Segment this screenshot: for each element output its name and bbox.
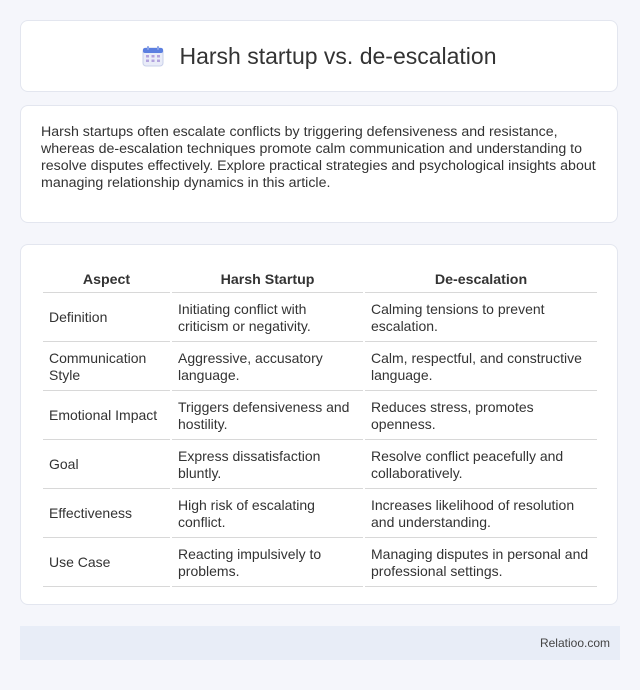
table-row: [43, 489, 597, 538]
table-cell: Definition: [43, 293, 170, 342]
column-header: Aspect: [43, 265, 170, 293]
table-cell: Emotional Impact: [43, 391, 170, 440]
calendar-icon: [141, 44, 165, 68]
table-cell: Calm, respectful, and constructive language.: [365, 342, 597, 391]
column-header: Harsh Startup: [172, 265, 363, 293]
table-row: [43, 293, 597, 342]
table-cell: Reacting impulsively to problems.: [172, 538, 363, 587]
footer-brand[interactable]: Relatioo.com: [539, 636, 610, 650]
table-cell: Reduces stress, promotes openness.: [365, 391, 597, 440]
table-row: [43, 440, 597, 489]
table-row: [43, 391, 597, 440]
table-cell: Managing disputes in personal and professional settings.: [365, 538, 597, 587]
footer-bar: [20, 626, 620, 660]
table-cell: Triggers defensiveness and hostility.: [172, 391, 363, 440]
table-header-row: [43, 265, 597, 293]
table-cell: Resolve conflict peacefully and collaboratively.: [365, 440, 597, 489]
table-cell: Initiating conflict with criticism or negativity.: [172, 293, 363, 342]
intro-text: Harsh startups often escalate conflicts by triggering defensiveness and resistance, whereas de-escalation techniques promote calm communication and understanding to resolve disputes effectively. Explore practical strategies and psychological insights about managing relationship dynamics in this article.: [41, 124, 596, 191]
table-cell: Aggressive, accusatory language.: [172, 342, 363, 391]
comparison-table-card: [20, 244, 618, 605]
table-cell: High risk of escalating conflict.: [172, 489, 363, 538]
comparison-table: [41, 265, 599, 587]
header-card: [20, 20, 618, 92]
table-cell: Effectiveness: [43, 489, 170, 538]
table-cell: Increases likelihood of resolution and understanding.: [365, 489, 597, 538]
table-cell: Express dissatisfaction bluntly.: [172, 440, 363, 489]
table-row: [43, 342, 597, 391]
table-cell: Calming tensions to prevent escalation.: [365, 293, 597, 342]
table-cell: Goal: [43, 440, 170, 489]
table-cell: Use Case: [43, 538, 170, 587]
column-header: De-escalation: [365, 265, 597, 293]
page-title: Harsh startup vs. de-escalation: [179, 42, 497, 69]
table-cell: Communication Style: [43, 342, 170, 391]
intro-card: [20, 105, 618, 223]
table-row: [43, 538, 597, 587]
